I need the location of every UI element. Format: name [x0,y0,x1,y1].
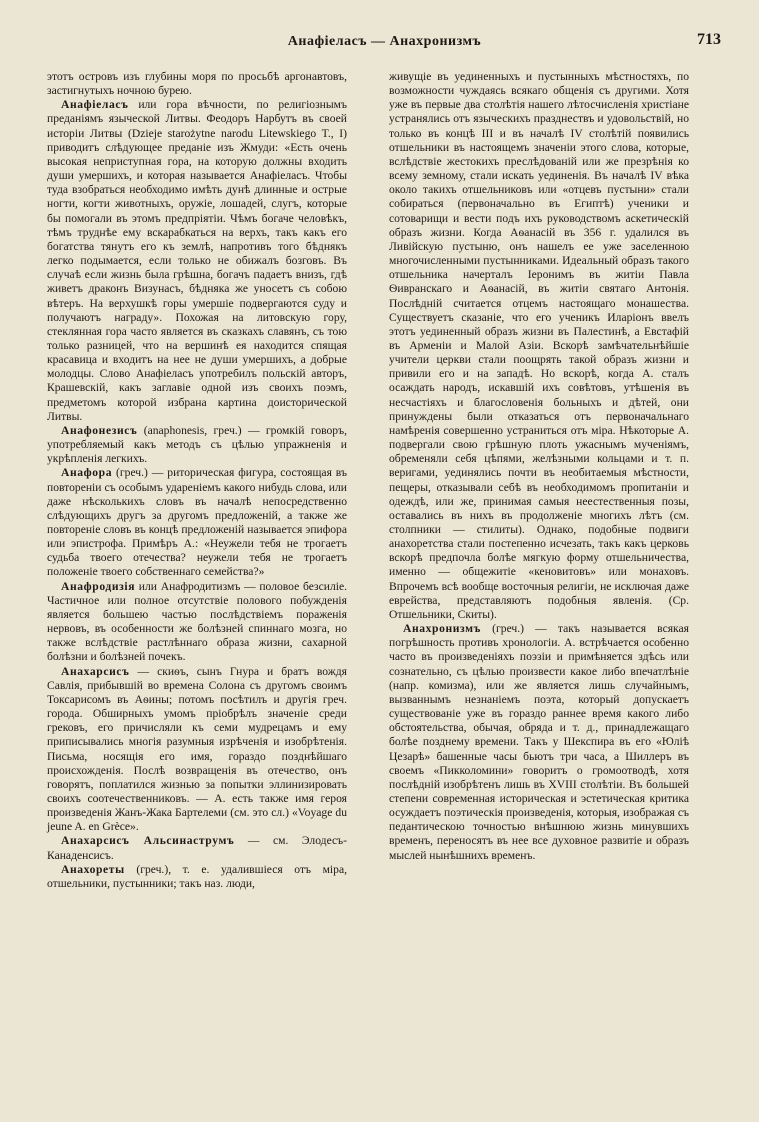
entry-body: живущіе въ уединенныхъ и пустынныхъ мѣстностяхъ, по возможности чуждаясь всякаго общенія съ другими. Хотя уже въ первые два столѣтія нашего лѣтосчисленія христіане устранялись отъ языческихъ празднествъ и удовольствій, но только въ концѣ III и въ началѣ IV столѣтій появились отшельники въ настоящемъ значеніи этого слова, которые, вслѣдствіе жестокихъ преслѣдованій или же презрѣнія ко всему земному, стали искать уединенія. Въ началѣ IV вѣка около такихъ отшельниковъ или «отцевъ пустыни» стали собираться (первоначально въ Египтѣ) ученики и сотоварищи и вести подъ ихъ руководствомъ аскетическій образъ жизни. Когда Аѳанасій въ 356 г. удалился въ Ливійскую пустыню, онъ нашелъ ее уже заселенною многочисленными пустынниками. Идеальный образъ такого отшельника начерталъ Іеронимъ въ житіи Павла Ѳивранскаго и Аѳанасій, въ житіи святаго Антонія. Послѣдній считается отцемъ настоящаго монашества. Существуетъ сказаніе, что его ученикъ Иларіонъ ввелъ этотъ уединенный образъ жизни въ Палестинѣ, а Евстафій въ Арменіи и Малой Азіи. Вскорѣ замѣчательнѣйшіе учители церкви стали поощрять такой образъ жизни и привили его и на западѣ. Но вскорѣ, когда А. сталъ осаждать народъ, искавшій ихъ совѣтовъ, утѣшенія въ несчастіяхъ и благословенія больныхъ и дѣтей, они принуждены были отказаться отъ первоначальнаго намѣренія совершенно устраниться отъ міра. Нѣкоторые А. подвергали свою грѣшную плоть ужаснымъ мученіямъ, обременяли себя цѣпями, желѣзными кольцами и т. п. веригами, уединялись почти въ необитаемыя мѣстности, пещеры, отказывали себѣ въ необходимомъ пропитаніи и одеждѣ, или же, принимая самыя неестественныя позы, оставались въ нихъ въ продолженіе многихъ лѣтъ (см. столпники — стилиты). Однако, подобные подвиги анахоретства стали постепенно исчезать, такъ какъ церковь вскорѣ предпочла болѣе мягкую форму отшельничества, именно — общежитіе «кеновитовъ» или монаховъ. Впрочемъ всѣ вообще восточныя религіи, не исключая даже еврейства, представляютъ подобныя явленія. (Ср. Отшельники, Скиты). [389,70,689,621]
entry-headword: Анафора [61,466,113,480]
entry-headword: Анахарсисъ Альсинаструмъ [61,834,235,848]
entry-text [47,834,347,862]
entry-body: (anaphonesis, греч.) — громкій говоръ, употребляемый какъ методъ съ цѣлью упражненія и укрѣпленія легкихъ. [47,423,347,466]
entry-text [47,863,347,891]
entry-body: этотъ островъ изъ глубины моря по просьбѣ аргонавтовъ, застигнутыхъ ночною бурею. [47,70,347,98]
entry-headword: Анахарсисъ [61,664,130,678]
column-gutter [369,72,370,1072]
entry-text [389,70,689,622]
entry-text [47,98,347,424]
entry-headword: Анафіеласъ [61,98,129,112]
entry-text [47,466,347,579]
page-header [48,31,721,58]
entry-body: или Анафродитизмъ — половое безсиліе. Частичное или полное отсутствіе полового побужденія является большею частью послѣдствіемъ пораженія нервовъ, въ особенности же болѣзней спиннаго мозга, но также вслѣдствіе растлѣннаго образа жизни, сахарной болѣзни и болѣзней почекъ. [47,579,347,664]
entry-text [389,622,689,863]
entry-text [47,580,347,665]
entry-headword: Анафродизія [61,579,136,593]
entry-body: — см. Элодесъ-Канаденсисъ. [47,834,348,862]
entry-text [47,665,347,835]
entry-headword: Анахронизмъ [403,622,482,636]
entry-body: или гора вѣчности, по религіознымъ преданіямъ языческой Литвы. Феодоръ Нарбутъ въ своей исторіи Литвы (Dzieje starożytne narodu Litewskiego T., I) приводитъ слѣдующее преданіе изъ Жмуди: «Есть очень высокая неприступная гора, на которую должны входить души умершихъ, и которая называется Анафіеласъ. Чтобы туда взобраться необходимо имѣть дунѣ длинные и острые ногти, когти животныхъ, оружіе, лошадей, слугъ, которые бы помогали въ этомъ предпріятіи. Чѣмъ богаче человѣкъ, тѣмъ труднѣе ему вскарабкаться на верхъ, такъ какъ его богатства тянутъ его къ землѣ, напротивъ того бѣднякъ легко подымается, если только не обижалъ бозговъ. Въ случаѣ если жизнь была грѣшна, богачъ падаетъ внизъ, гдѣ живетъ драконъ Визунасъ, бѣдняка же уносетъ съ собою вѣтеръ. На верхушкѣ горы умершіе подвергаются суду и получаютъ награду». Похожая на литовскую гору, стеклянная гора часто является въ сказкахъ славянъ, съ тою только разницей, что на вершинѣ ея находится спящая красавица и входитъ на нее не души умершихъ, а добрые молодцы. Слово Анафіеласъ употребилъ польскій авторъ, Крашевскій, какъ заглавіе одной изъ своихъ поэмъ, предметомъ которой избрана картина доисторической Литвы. [47,98,347,423]
entry-text [47,70,347,98]
entry-body: (греч.) — такъ называется всякая погрѣшность противъ хронологіи. А. встрѣчается особенно часто въ произведеніяхъ поэзіи и примѣняется здѣсь или сознательно, съ цѣлью произвести какое либо впечатлѣніе (напр. комизма), или же является лишь случайнымъ, вызваннымъ незнаніемъ поэта, который допускаетъ существованіе уже въ гораздо раннее время какого либо обстоятельства, обычая, обряда и т. д., принадлежащаго болѣе позднему времени. Такъ у Шекспира въ его «Юліѣ Цезарѣ» башенные часы бьютъ три часа, а Шиллеръ въ своемъ «Пикколомини» говоритъ о громоотводѣ, хотя послѣдній изобрѣтенъ лишь въ XVIII столѣтіи. Въ большей степени современная историческая и эстетическая критика осуждаетъ поэтическія произведенія, которыя, изображая съ педантическою точностью внѣшнюю жизнь минувшихъ временъ, переносятъ въ нее все духовное развитіе и образъ мыслей нынѣшнихъ временъ. [389,622,689,862]
entry-body: (греч.), т. е. удалившіеся отъ міра, отшельники, пустынники; такъ наз. люди, [47,862,347,890]
entry-text [47,424,347,466]
entry-headword: Анахореты [61,862,125,876]
right-column [389,70,689,863]
entry-headword: Анафонезисъ [61,423,138,437]
entry-body: — скиѳъ, сынъ Гнура и братъ вождя Савлія, прибывшій во времена Солона съ другомъ своимъ Токсарисомъ въ Аѳины; потомъ посѣтилъ и другія греч. города. Обширныхъ умомъ пріобрѣлъ значеніе среди грековъ, его причисляли къ семи мудрецамъ и ему приписывались многія разумныя изрѣченія и изобрѣтенія. Письма, носящія его имя, гораздо позднѣйшаго происхожденія. Послѣ возвращенія въ отечество, онъ говорятъ, поплатился жизнью за попытки эллинизировать своихъ соотечественниковъ. — А. есть также имя героя произведенія Жанъ-Жака Бартелеми (см. это сл.) «Voyage du jeune A. en Grèce». [47,664,347,834]
running-head: Анафіеласъ — Анахронизмъ [287,34,482,49]
page-number: 713 [697,31,721,48]
left-column [47,70,347,891]
entry-body: (греч.) — риторическая фигура, состоящая въ повтореніи съ особымъ удареніемъ какого нибудь слова, или даже нѣсколькихъ словъ въ началѣ непосредственно слѣдующихъ другъ за другомъ предложеній, а также же повтореніе словъ въ концѣ предложеній называется эпифора или эпистрофа. Примѣръ А.: «Неужели тебя не трогаетъ судьба твоего отечества? неужели тебя не трогаетъ положеніе твоего собственнаго семейства?» [47,466,347,579]
